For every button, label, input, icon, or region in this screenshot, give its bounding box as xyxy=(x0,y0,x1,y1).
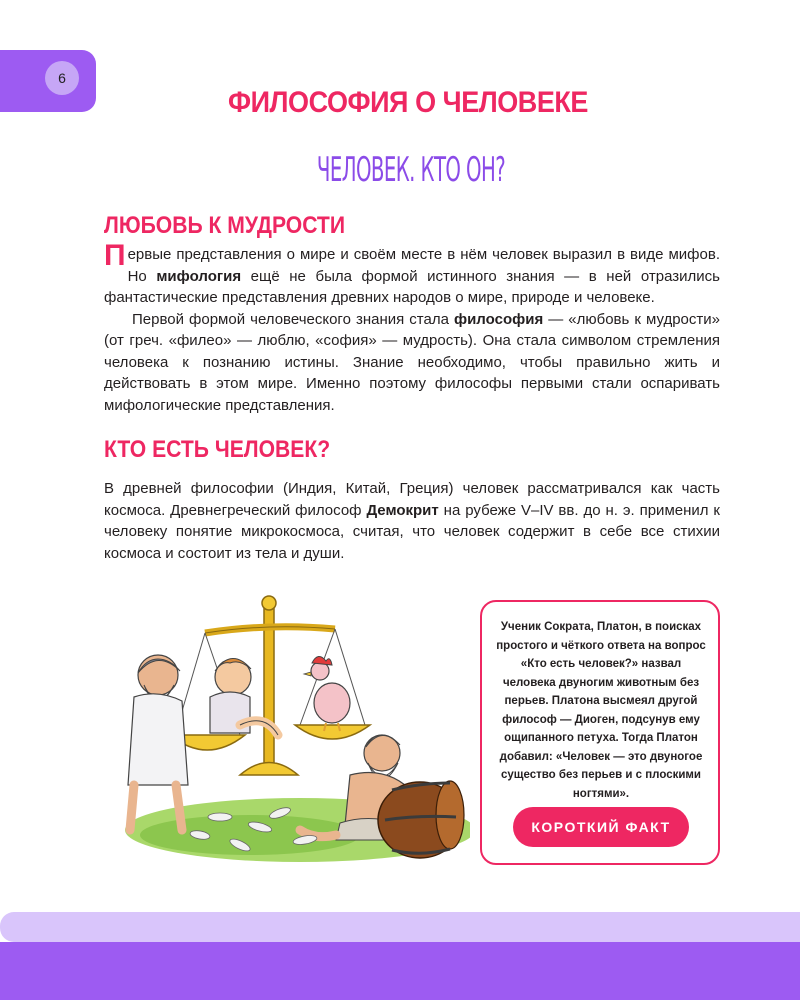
paragraph-myths: Первые представления о мире и своём месте в нём человек выразил в виде мифов. Но мифология ещё не была формой истинного знания — в ней отразились фантастические представления древних народов о мире, природе и человеке. xyxy=(104,239,720,306)
page-subtitle: ЧЕЛОВЕК. КТО ОН? xyxy=(316,150,506,190)
drop-cap: П xyxy=(104,239,126,272)
footer-band xyxy=(0,942,800,1000)
scales-philosophers-illustration xyxy=(100,585,470,875)
section-heading-who-is-human: КТО ЕСТЬ ЧЕЛОВЕК? xyxy=(104,436,331,463)
page-number: 6 xyxy=(45,61,79,95)
section-who-is-human-text xyxy=(104,478,720,564)
paragraph-democritus: В древней философии (Индия, Китай, Греция) человек рассматривался как часть космоса. Древнегреческий философ Демокрит на рубеже V–IV вв. до н. э. применил к человеку понятие микрокосмоса, считая, что человек содержит в себе все стихии космоса и состоит из тела и души. xyxy=(104,480,720,562)
footer-strip xyxy=(0,912,800,942)
section-heading-love-of-wisdom: ЛЮБОВЬ К МУДРОСТИ xyxy=(104,212,346,239)
short-fact-text: Ученик Сократа, Платон, в поисках простого и чёткого ответа на вопрос «Кто есть человек?» назвал человека двуногим животным без перьев. Платона высмеял другой философ — Диоген, подсунув ему ощипанного петуха. Тогда Платон добавил: «Человек — это двуногое существо без перьев и с плоскими ногтями». xyxy=(496,621,706,800)
short-fact-label: КОРОТКИЙ ФАКТ xyxy=(513,807,689,847)
paragraph-philosophy: Первой формой человеческого знания стала философия — «любовь к мудрости» (от греч. «филео» — люблю, «софия» — мудрость). Она стала символом стремления человека к познанию истины. Знание необходимо, чтобы правильно жить и действовать в этом мире. Именно поэтому философы первыми стали оспаривать мифологические представления. xyxy=(104,310,720,414)
section-love-of-wisdom-text xyxy=(104,239,720,416)
short-fact-box xyxy=(480,600,720,865)
page-title: ФИЛОСОФИЯ О ЧЕЛОВЕКЕ xyxy=(227,86,588,119)
